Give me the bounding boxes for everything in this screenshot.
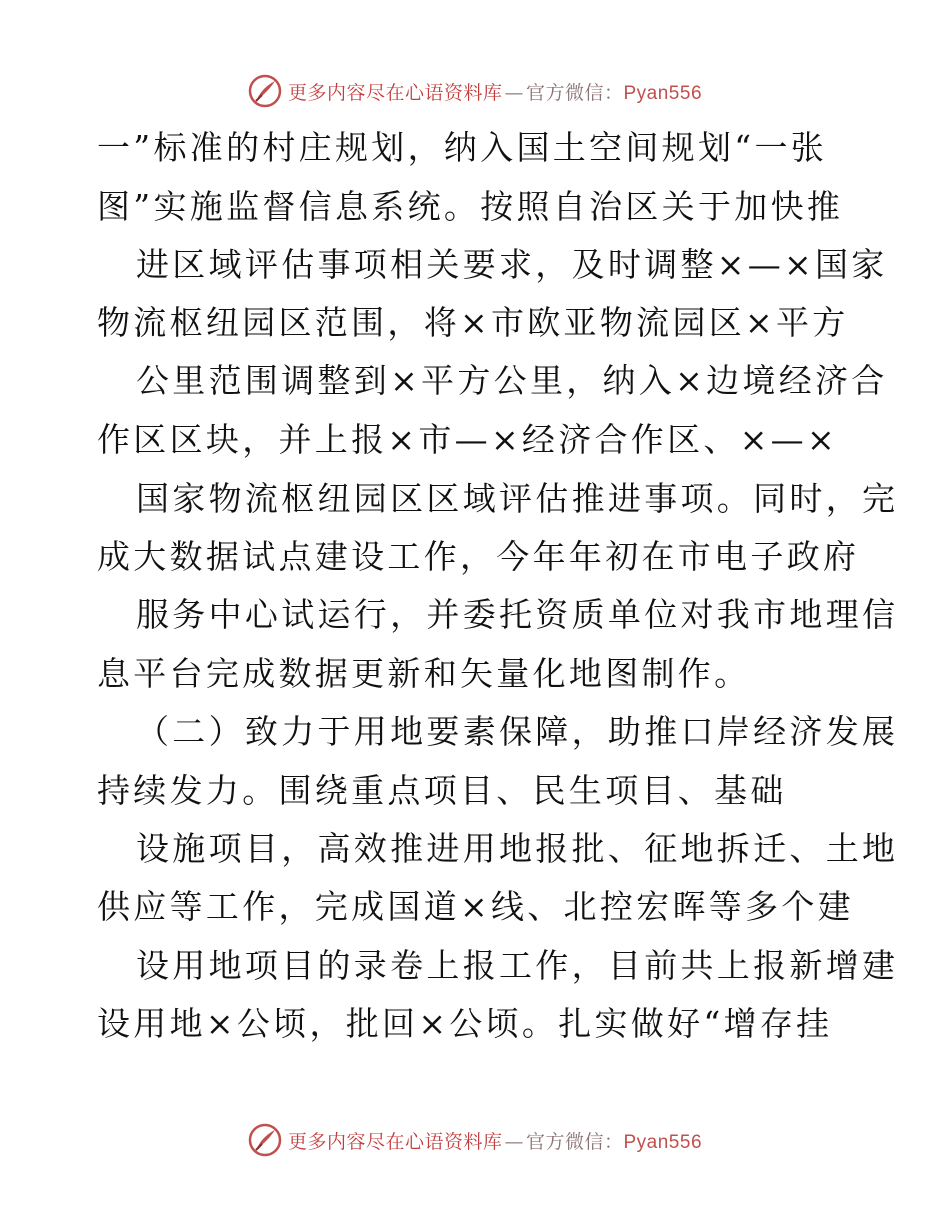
watermark-text: [288, 78, 702, 105]
text-line: 物流枢纽园区范围，将×市欧亚物流园区×平方: [97, 303, 849, 342]
watermark-text: [288, 1127, 702, 1154]
text-line: 图”实施监督信息系统。按照自治区关于加快推: [97, 187, 844, 226]
watermark-separator: —: [504, 81, 524, 104]
header-watermark: [0, 71, 950, 111]
watermark-wechat-id: Pyan556: [623, 82, 703, 104]
text-line: 供应等工作，完成国道×线、北控宏晖等多个建: [97, 887, 854, 926]
watermark-separator: —: [504, 1130, 524, 1153]
text-line: 作区区块，并上报×市—×经济合作区、×—×: [97, 420, 838, 459]
text-line: 息平台完成数据更新和矢量化地图制作。: [97, 654, 751, 693]
text-line: 服务中心试运行，并委托资质单位对我市地理信: [136, 595, 899, 634]
text-line: 持续发力。围绕重点项目、民生项目、基础: [97, 771, 787, 810]
section-heading: （二）致力于用地要素保障，助推口岸经济发展: [136, 712, 899, 751]
quill-logo-icon: [248, 74, 282, 108]
watermark-wechat-id: Pyan556: [623, 1131, 703, 1153]
text-line: 设用地×公顷，批回×公顷。扎实做好“增存挂: [97, 1004, 833, 1043]
text-line: 进区域评估事项相关要求，及时调整×—×国家: [136, 245, 888, 284]
watermark-label: 官方微信：: [525, 1130, 624, 1153]
watermark-label: 官方微信：: [525, 81, 624, 104]
text-line: 公里范围调整到×平方公里，纳入×边境经济合: [136, 361, 888, 400]
text-line: 国家物流枢纽园区区域评估推进事项。同时，完: [136, 479, 899, 518]
watermark-brand: 更多内容尽在心语资料库: [287, 81, 503, 104]
text-line: 设用地项目的录卷上报工作，目前共上报新增建: [136, 946, 899, 985]
text-line: 设施项目，高效推进用地报批、征地拆迁、土地: [136, 829, 899, 868]
quill-logo-icon: [248, 1123, 282, 1157]
footer-watermark: [0, 1120, 950, 1160]
watermark-brand: 更多内容尽在心语资料库: [287, 1130, 503, 1153]
text-line: 一”标准的村庄规划，纳入国土空间规划“一张: [97, 128, 828, 167]
text-line: 成大数据试点建设工作，今年年初在市电子政府: [97, 537, 860, 576]
